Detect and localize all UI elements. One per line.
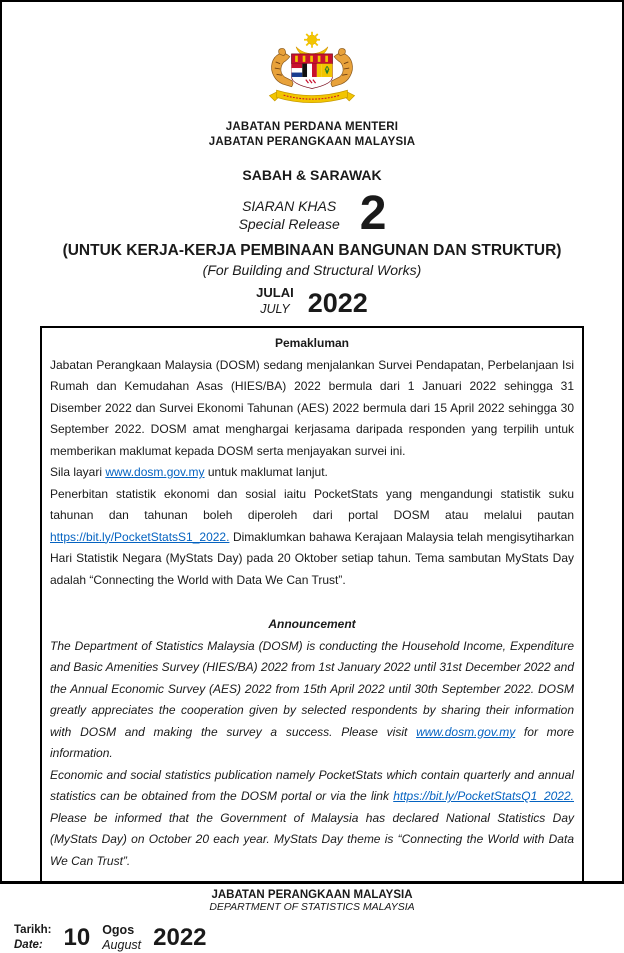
notice-en-para1-suffix: for more information. xyxy=(50,724,575,760)
footer-dept-ms: JABATAN PERANGKAAN MALAYSIA xyxy=(211,889,413,901)
notice-ms-visit-line xyxy=(50,462,574,484)
notice-ms-visit-suffix: untuk maklumat lanjut. xyxy=(204,465,328,479)
notice-en-para1 xyxy=(50,636,574,765)
notice-en-para2-prefix: Economic and social statistics publication namely PocketStats which contain quarterly and annual statistics can be obtained from the DOSM portal or via the link xyxy=(50,767,574,803)
footer-department xyxy=(2,889,622,913)
period-month-labels xyxy=(256,285,294,317)
letterhead xyxy=(2,120,622,150)
report-title-ms: (UNTUK KERJA-KERJA PEMBINAAN BANGUNAN DAN STRUKTUR) xyxy=(62,242,562,259)
dosm-portal-link-ms[interactable]: www.dosm.gov.my xyxy=(105,465,205,479)
notice-ms-para2-prefix: Penerbitan statistik ekonomi dan sosial iaitu PocketStats yang mengandungi statistik suku tahunan dan tahunan boleh diperoleh dari portal DOSM atau melalui pautan xyxy=(50,486,574,522)
notice-ms-para1: Jabatan Perangkaan Malaysia (DOSM) sedang menjalankan Survei Pendapatan, Perbelanjaan Isi Rumah dan Kemudahan Asas (HIES/BA) 2022 bermula dari 1 Januari 2022 sehingga 31 Disember 2022 dan Survei Ekonomi Tahunan (AES) 2022 bermula dari 15 April 2022 sehingga 30 September 2022. DOSM amat menghargai kerjasama daripada responden yang terpilih untuk memberikan maklumat kepada DOSM serta menjayakan survei ini. xyxy=(50,357,574,458)
notice-ms-para2 xyxy=(50,484,574,592)
date-labels xyxy=(14,923,52,953)
date-month-en: August xyxy=(102,938,142,952)
period-block xyxy=(2,282,622,319)
malaysia-coat-of-arms-icon xyxy=(249,30,375,113)
notice-box xyxy=(40,326,584,884)
date-month xyxy=(102,923,141,953)
region-title: SABAH & SARAWAK xyxy=(242,167,382,183)
release-label-en: Special Release xyxy=(238,216,340,232)
date-day: 10 xyxy=(63,924,91,951)
date-month-ms: Ogos xyxy=(102,923,135,937)
date-label-en: Date: xyxy=(14,939,43,951)
period-year: 2022 xyxy=(307,288,368,318)
notice-ms-visit-prefix: Sila layari xyxy=(50,465,106,479)
release-labels xyxy=(239,197,340,233)
release-date-block xyxy=(14,923,622,953)
period-month-ms: JULAI xyxy=(256,284,294,300)
notice-en-para2-suffix: Please be informed that the Government of Malaysia has declared National Statistics Day (MyStats Day) on October 20 each year. MyStats Day theme is “Connecting the World with Data We Can Trust”. xyxy=(50,810,574,868)
pocketstats-link-ms[interactable]: https://bit.ly/PocketStatsS1_2022. xyxy=(50,529,230,544)
pocketstats-link-en[interactable]: https://bit.ly/PocketStatsQ1_2022. xyxy=(393,789,574,803)
dept-line-2: JABATAN PERANGKAAN MALAYSIA xyxy=(208,136,416,148)
crest-container xyxy=(2,30,622,113)
notice-en-para2 xyxy=(50,765,574,873)
report-title-en: (For Building and Structural Works) xyxy=(202,262,422,278)
date-year: 2022 xyxy=(153,924,207,951)
release-block xyxy=(2,187,622,240)
period-month-en: JULY xyxy=(260,301,290,316)
dept-line-1: JABATAN PERDANA MENTERI xyxy=(225,121,399,133)
notice-en-para1-prefix: The Department of Statistics Malaysia (DOSM) is conducting the Household Income, Expenditure and Basic Amenities Survey (HIES/BA) 2022 from 1st January 2022 until 31st December 2022 and the Annual Economic Survey (AES) 2022 from 15th April 2022 until 30th September 2022. DOSM greatly appreciates the cooperation given by selected respondents by sharing their information with DOSM and making the survey a success. Please visit xyxy=(50,638,574,739)
release-number: 2 xyxy=(359,187,386,240)
notice-ms-para2-suffix: Dimaklumkan bahawa Kerajaan Malaysia telah mengisytiharkan Hari Statistik Negara (MyStats Day) pada 20 Oktober setiap tahun. Tema sambutan MyStats Day adalah “Connecting the World with Data We Can Trust”. xyxy=(50,529,574,587)
release-label-ms: SIARAN KHAS xyxy=(242,198,337,214)
date-label-ms: Tarikh: xyxy=(14,924,52,936)
dosm-portal-link-en[interactable]: www.dosm.gov.my xyxy=(416,724,516,739)
notice-heading-ms: Pemakluman xyxy=(274,336,350,350)
notice-heading-en: Announcement xyxy=(268,617,356,631)
footer-dept-en: DEPARTMENT OF STATISTICS MALAYSIA xyxy=(209,901,415,913)
